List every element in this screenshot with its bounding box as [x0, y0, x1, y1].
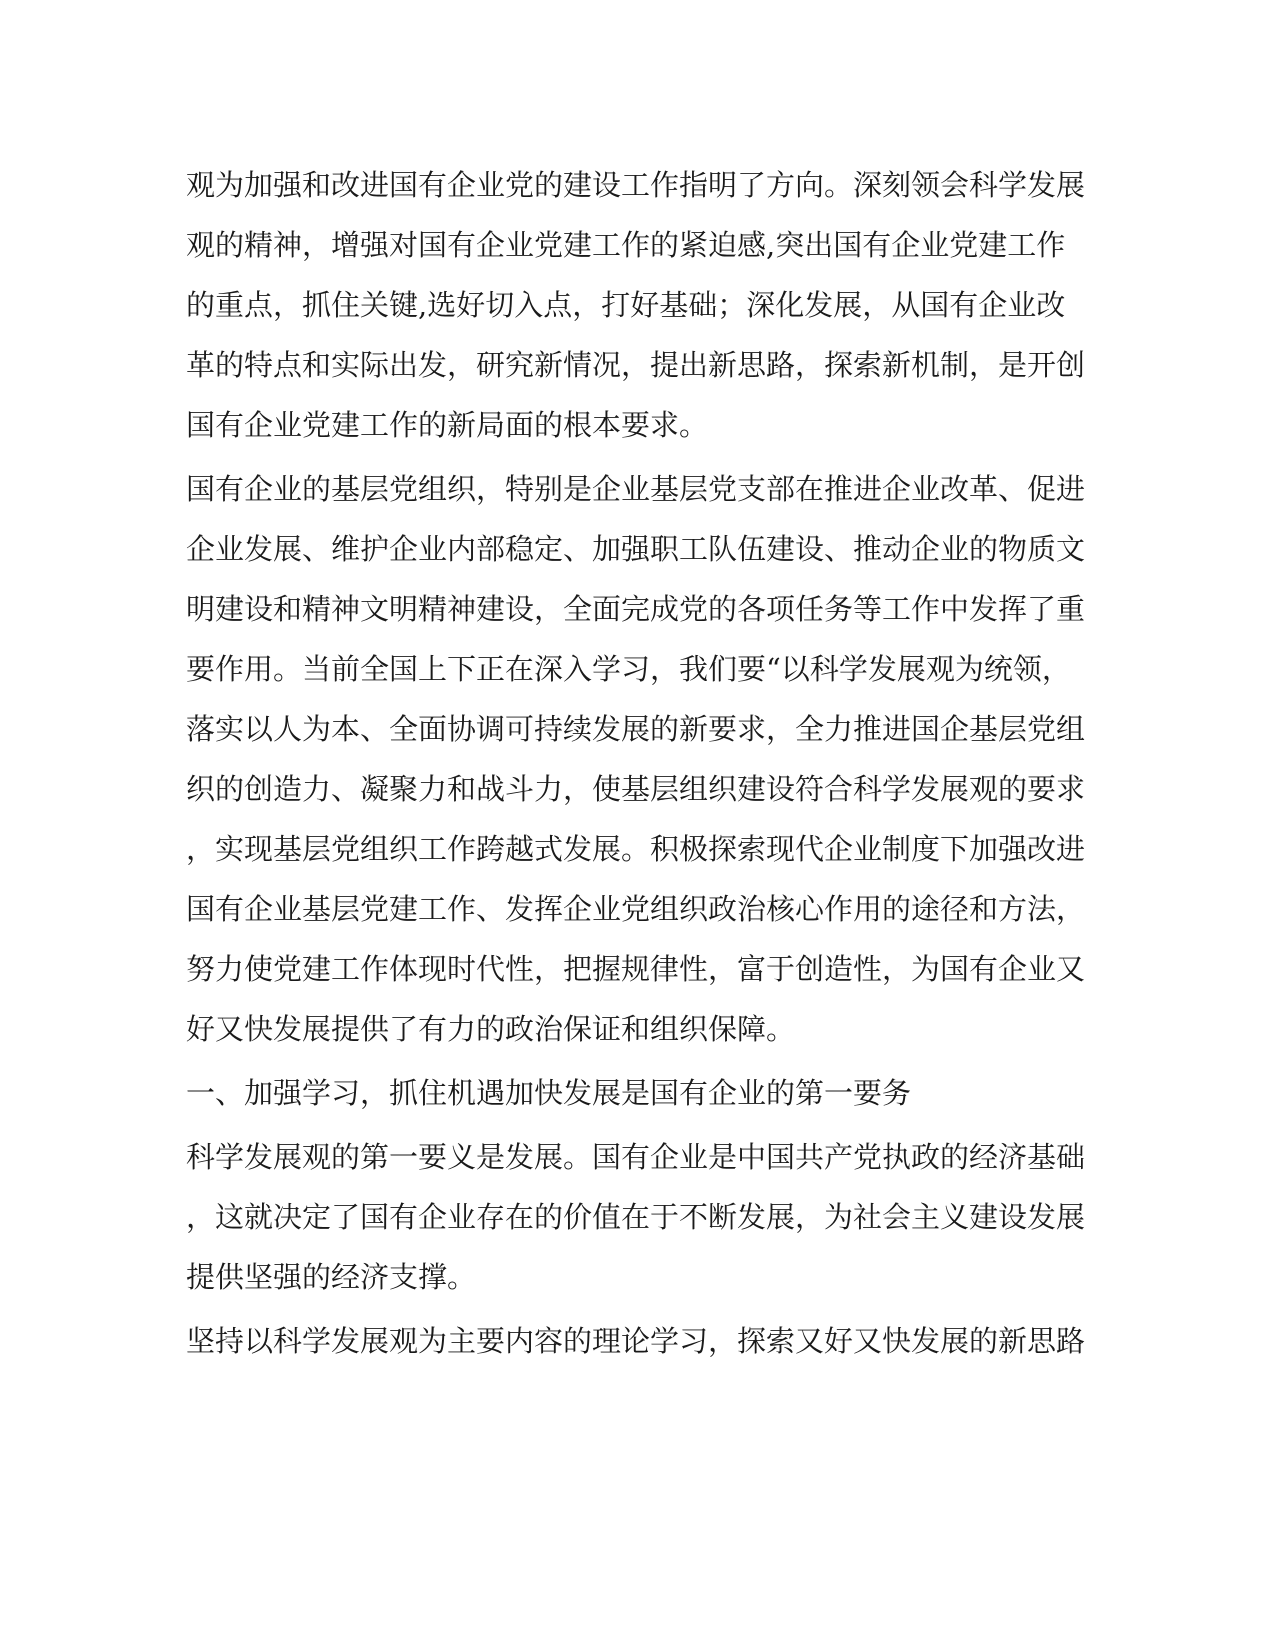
- paragraph: [186, 1127, 1086, 1307]
- document-body: [186, 155, 1086, 1371]
- text-line: 国有企业党建工作的新局面的根本要求。: [186, 408, 709, 442]
- section-heading: [186, 1063, 1086, 1123]
- text-line: 坚持以科学发展观为主要内容的理论学习，探索又好又快发展的新思路: [186, 1324, 1086, 1358]
- text-line: 好又快发展提供了有力的政治保证和组织保障。: [186, 1012, 796, 1046]
- text-line: 提供坚强的经济支撑。: [186, 1260, 477, 1294]
- text-line: 明建设和精神文明精神建设，全面完成党的各项任务等工作中发挥了重: [186, 592, 1086, 626]
- text-line: 织的创造力、凝聚力和战斗力，使基层组织建设符合科学发展观的要求: [186, 772, 1086, 806]
- text-line: 科学发展观的第一要义是发展。国有企业是中国共产党执政的经济基础: [186, 1140, 1086, 1174]
- text-line: 革的特点和实际出发，研究新情况，提出新思路，探索新机制，是开创: [186, 348, 1086, 382]
- paragraph: [186, 1311, 1086, 1371]
- text-line: ，实现基层党组织工作跨越式发展。积极探索现代企业制度下加强改进: [186, 832, 1086, 866]
- text-line: 要作用。当前全国上下正在深入学习，我们要“以科学发展观为统领，: [186, 652, 1071, 686]
- text-line: 努力使党建工作体现时代性，把握规律性，富于创造性，为国有企业又: [186, 952, 1086, 986]
- text-line: 的重点，抓住关键,选好切入点，打好基础；深化发展，从国有企业改: [186, 288, 1066, 322]
- text-line: 观的精神，增强对国有企业党建工作的紧迫感,突出国有企业党建工作: [186, 228, 1066, 262]
- paragraph: [186, 155, 1086, 455]
- text-line: 企业发展、维护企业内部稳定、加强职工队伍建设、推动企业的物质文: [186, 532, 1086, 566]
- text-line: 国有企业的基层党组织，特别是企业基层党支部在推进企业改革、促进: [186, 472, 1086, 506]
- text-line: ，这就决定了国有企业存在的价值在于不断发展，为社会主义建设发展: [186, 1200, 1086, 1234]
- text-line: 落实以人为本、全面协调可持续发展的新要求，全力推进国企基层党组: [186, 712, 1086, 746]
- text-line: 国有企业基层党建工作、发挥企业党组织政治核心作用的途径和方法，: [186, 892, 1086, 926]
- text-line: 一、加强学习，抓住机遇加快发展是国有企业的第一要务: [186, 1076, 912, 1110]
- paragraph: [186, 459, 1086, 1059]
- text-line: 观为加强和改进国有企业党的建设工作指明了方向。深刻领会科学发展: [186, 168, 1086, 202]
